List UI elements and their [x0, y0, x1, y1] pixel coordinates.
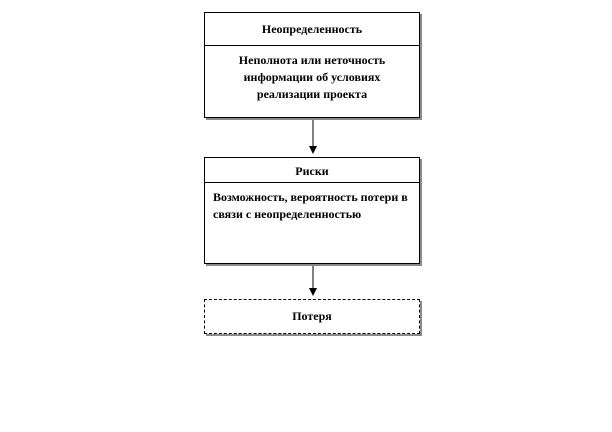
- uncertainty-description: Неполнота или неточность информации об условиях реализации проекта: [238, 53, 386, 101]
- uncertainty-box: [204, 12, 420, 118]
- risks-title: Риски: [205, 158, 419, 183]
- risks-description: Возможность, вероятность потери в связи с неопределенностью: [213, 190, 408, 221]
- loss-title: Потеря: [292, 309, 332, 323]
- uncertainty-title: Неопределенность: [205, 13, 419, 46]
- loss-box: [204, 299, 420, 334]
- risks-box: [204, 157, 420, 264]
